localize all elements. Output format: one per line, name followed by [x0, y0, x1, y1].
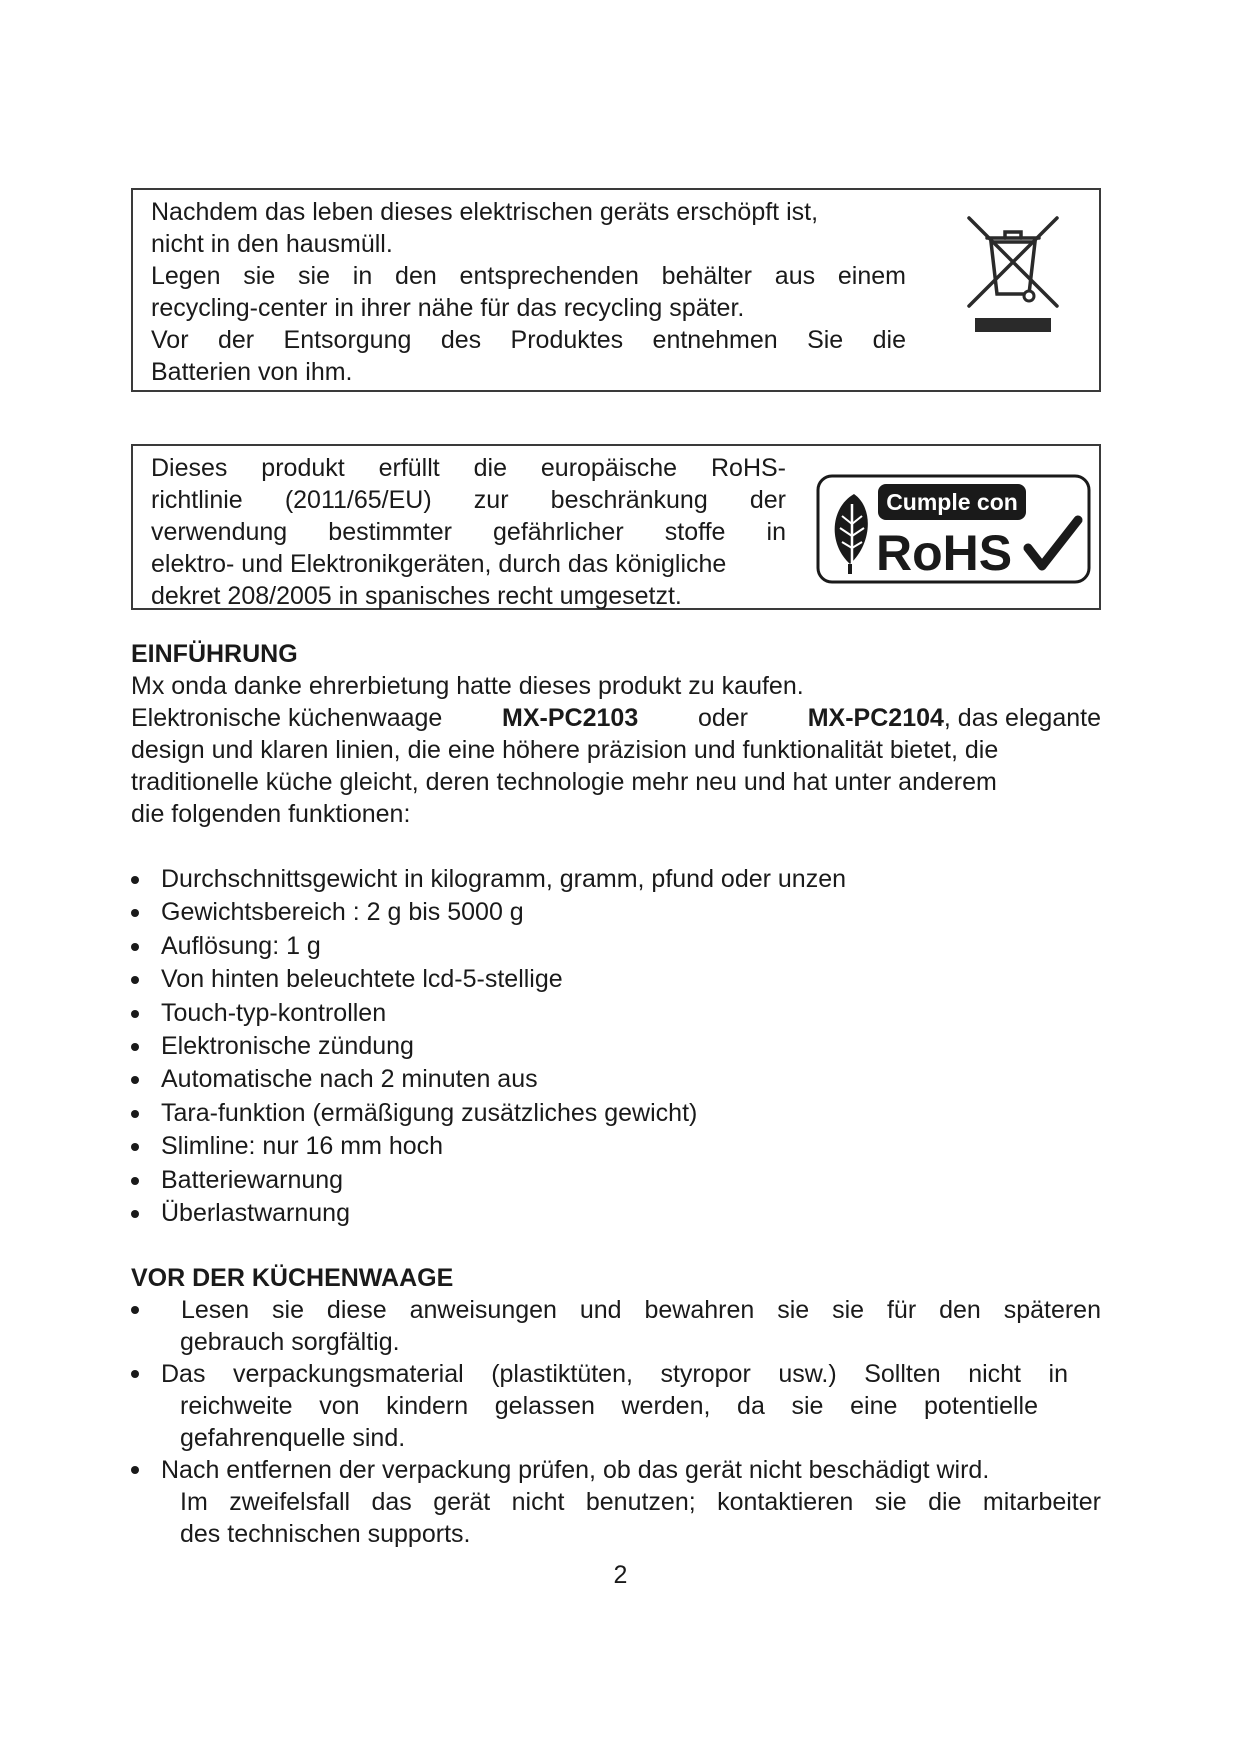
- weee-line: recycling-center in ihrer nähe für das recycling später.: [151, 294, 745, 322]
- before-use-item-cont: Im zweifelsfall das gerät nicht benutzen; kontaktieren sie die mitarbeiter: [180, 1488, 1101, 1516]
- before-use-heading: VOR DER KÜCHENWAAGE: [131, 1264, 454, 1292]
- feature-item: Von hinten beleuchtete lcd-5-stellige: [131, 963, 1101, 996]
- weee-line: Vor der Entsorgung des Produktes entnehmen Sie die: [151, 326, 906, 354]
- rohs-line: elektro- und Elektronikgeräten, durch das königliche: [151, 550, 727, 578]
- feature-item: Überlastwarnung: [131, 1197, 1101, 1230]
- intro-model-line: [131, 702, 1101, 734]
- feature-item: Touch-typ-kontrollen: [131, 997, 1101, 1030]
- intro-line-tail: [808, 702, 1101, 734]
- before-use-item-text: Das verpackungsmaterial (plastiktüten, styropor usw.) Sollten nicht in: [161, 1360, 1068, 1388]
- weee-line: Legen sie sie in den entsprechenden behälter aus einem: [151, 262, 906, 290]
- feature-item: Durchschnittsgewicht in kilogramm, gramm, pfund oder unzen: [131, 863, 1101, 896]
- features-list: [131, 863, 1101, 1230]
- feature-item: Auflösung: 1 g: [131, 930, 1101, 963]
- before-use-section: [131, 1262, 1101, 1550]
- weee-notice-box: [131, 188, 1101, 392]
- before-use-item: [131, 1294, 1101, 1358]
- intro-line-mid: oder: [697, 704, 748, 732]
- rohs-line: richtlinie (2011/65/EU) zur beschränkung der: [151, 486, 786, 514]
- before-use-item-cont: gefahrenquelle sind.: [180, 1424, 406, 1452]
- before-use-item-text: Lesen sie diese anweisungen und bewahren sie sie für den späteren: [181, 1296, 1101, 1324]
- before-use-item-cont: reichweite von kindern gelassen werden, da sie eine potentielle: [180, 1392, 1038, 1420]
- page-number: 2: [613, 1561, 628, 1589]
- feature-item: Batteriewarnung: [131, 1164, 1101, 1197]
- intro-line-suffix: , das elegante: [943, 704, 1101, 732]
- rohs-line: dekret 208/2005 in spanisches recht umgesetzt.: [151, 582, 682, 610]
- feature-item: Automatische nach 2 minuten aus: [131, 1063, 1101, 1096]
- rohs-notice-text: [151, 452, 786, 612]
- before-use-item-cont: des technischen supports.: [180, 1520, 471, 1548]
- intro-line: design und klaren linien, die eine höhere präzision und funktionalität bietet, die: [131, 736, 999, 764]
- rohs-line: Dieses produkt erfüllt die europäische RoHS-: [151, 454, 786, 482]
- feature-item: Slimline: nur 16 mm hoch: [131, 1130, 1101, 1163]
- crossed-out-wheelie-bin-icon: [963, 212, 1063, 337]
- feature-item: Gewichtsbereich : 2 g bis 5000 g: [131, 896, 1101, 929]
- features-section: [131, 863, 1101, 1230]
- rohs-line: verwendung bestimmter gefährlicher stoffe in: [151, 518, 786, 546]
- rohs-compliance-logo: [816, 474, 1091, 584]
- before-use-item: [131, 1358, 1101, 1454]
- weee-line: nicht in den hausmüll.: [151, 230, 393, 258]
- intro-heading: EINFÜHRUNG: [131, 640, 298, 668]
- intro-line: Mx onda danke ehrerbietung hatte dieses produkt zu kaufen.: [131, 672, 804, 700]
- before-use-item-text: Nach entfernen der verpackung prüfen, ob das gerät nicht beschädigt wird.: [161, 1456, 990, 1484]
- rohs-notice-box: [131, 444, 1101, 610]
- intro-line-prefix: Elektronische küchenwaage: [131, 704, 443, 732]
- model-number: MX-PC2103: [502, 704, 639, 732]
- rohs-logo-main-text: RoHS: [876, 525, 1013, 581]
- before-use-item-cont: gebrauch sorgfältig.: [180, 1328, 400, 1356]
- intro-line: traditionelle küche gleicht, deren technologie mehr neu und hat unter anderem: [131, 768, 997, 796]
- weee-line: Nachdem das leben dieses elektrischen geräts erschöpft ist,: [151, 198, 819, 226]
- weee-notice-text: [151, 196, 906, 388]
- intro-section: [131, 638, 1101, 830]
- before-use-item: [131, 1454, 1101, 1550]
- rohs-logo-top-text: Cumple con: [886, 489, 1018, 515]
- feature-item: Elektronische zündung: [131, 1030, 1101, 1063]
- weee-line: Batterien von ihm.: [151, 358, 353, 386]
- intro-line: die folgenden funktionen:: [131, 800, 411, 828]
- feature-item: Tara-funktion (ermäßigung zusätzliches gewicht): [131, 1097, 1101, 1130]
- model-number: MX-PC2104: [807, 704, 944, 732]
